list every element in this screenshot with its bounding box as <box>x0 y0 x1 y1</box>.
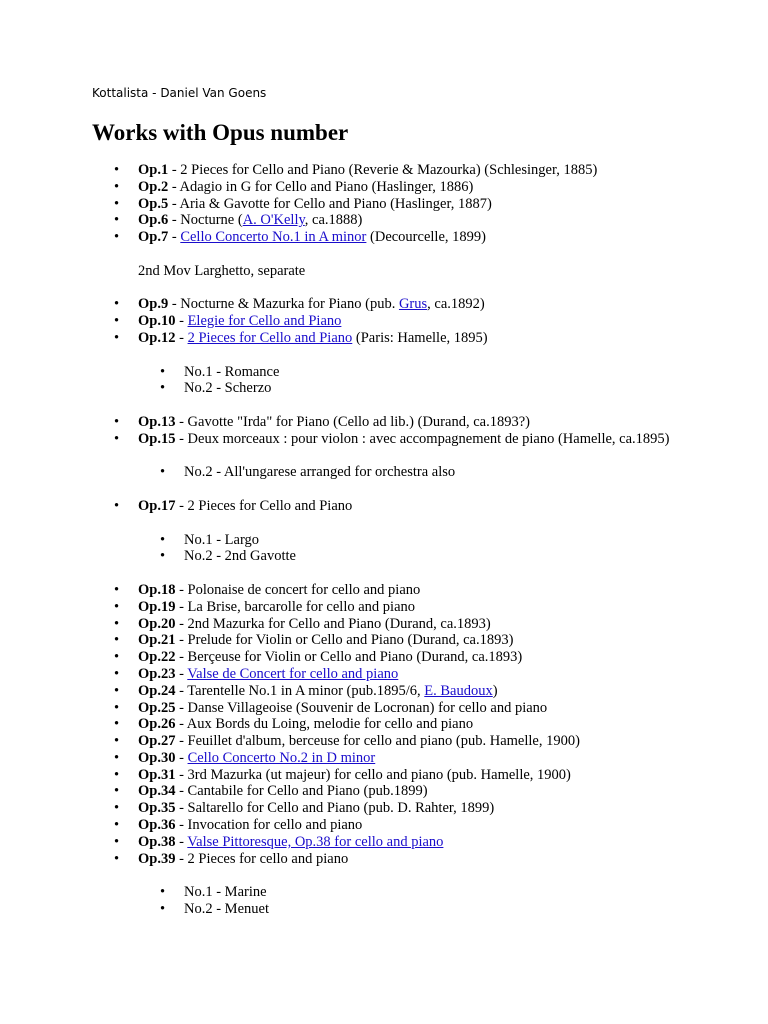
opus-number: Op.39 <box>138 850 176 867</box>
work-description: - Nocturne ( <box>168 212 243 229</box>
work-link[interactable]: Grus <box>398 296 428 313</box>
sublist-op39 <box>92 884 692 918</box>
opus-number: Op.35 <box>138 800 176 817</box>
opus-number: Op.23 <box>138 665 176 682</box>
sublist-op17 <box>92 532 692 566</box>
opus-number: Op.20 <box>138 615 176 632</box>
opus-number: Op.26 <box>138 716 176 733</box>
opus-list-item <box>92 683 692 700</box>
work-description: - Danse Villageoise (Souvenir de Locronan) for cello and piano <box>175 699 548 716</box>
work-description: - 2nd Mazurka for Cello and Piano (Durand, ca.1893) <box>175 615 491 632</box>
opus-list-item <box>92 296 692 313</box>
opus-list-item <box>92 800 692 817</box>
opus-list-item <box>92 666 692 683</box>
sub-piece-item: • No.2 - All'ungarese arranged for orchestra also <box>92 464 692 481</box>
document-header: Kottalista - Daniel Van Goens <box>92 86 267 100</box>
document-body <box>92 162 692 918</box>
opus-number: Op.17 <box>138 497 176 514</box>
opus-number: Op.12 <box>138 329 176 346</box>
work-link[interactable]: Cello Concerto No.1 in A minor <box>180 229 367 246</box>
opus-number: Op.38 <box>138 833 176 850</box>
opus-number: Op.15 <box>138 430 176 447</box>
opus-number: Op.13 <box>138 413 176 430</box>
work-description: - <box>175 665 188 682</box>
opus-number: Op.24 <box>138 682 176 699</box>
work-link[interactable]: Elegie for Cello and Piano <box>187 313 342 330</box>
work-description: - Aux Bords du Loing, melodie for cello and piano <box>175 716 474 733</box>
opus-list-item <box>92 330 692 347</box>
work-description: - Tarentelle No.1 in A minor (pub.1895/6, <box>175 682 425 699</box>
opus-list-item <box>92 162 692 179</box>
work-link[interactable]: E. Baudoux <box>424 682 493 699</box>
opus-list-item <box>92 750 692 767</box>
work-description-suffix: , ca.1888) <box>304 212 363 229</box>
opus-list-item <box>92 767 692 784</box>
work-link[interactable]: 2 Pieces for Cello and Piano <box>187 329 353 346</box>
opus-list-item <box>92 649 692 666</box>
opus-list-item <box>92 212 692 229</box>
opus-number: Op.30 <box>138 749 176 766</box>
opus-list-1 <box>92 162 692 246</box>
opus-list-item <box>92 700 692 717</box>
opus-list-item <box>92 414 692 431</box>
note-paragraph: 2nd Mov Larghetto, separate <box>138 262 306 279</box>
work-description: - Adagio in G for Cello and Piano (Haslinger, 1886) <box>168 178 474 195</box>
sub-piece-item: • No.1 - Largo <box>92 532 692 549</box>
work-description: - Nocturne & Mazurka for Piano (pub. <box>168 296 399 313</box>
opus-number: Op.9 <box>138 296 169 313</box>
opus-list-4 <box>92 498 692 515</box>
opus-number: Op.34 <box>138 783 176 800</box>
opus-number: Op.1 <box>138 162 169 178</box>
work-description: - <box>175 833 188 850</box>
opus-number: Op.7 <box>138 229 169 246</box>
work-description-suffix: (Paris: Hamelle, 1895) <box>352 329 488 346</box>
work-description: - 2 Pieces for Cello and Piano <box>175 497 353 514</box>
work-link[interactable]: Valse de Concert for cello and piano <box>187 665 399 682</box>
opus-list-item <box>92 632 692 649</box>
sub-piece-item: • No.2 - Menuet <box>92 901 692 918</box>
opus-number: Op.18 <box>138 581 176 598</box>
work-description: - 2 Pieces for Cello and Piano (Reverie & Mazourka) (Schlesinger, 1885) <box>168 162 598 178</box>
opus-list-item <box>92 179 692 196</box>
opus-list-item <box>92 817 692 834</box>
page-title: Works with Opus number <box>92 120 349 145</box>
opus-number: Op.22 <box>138 649 176 666</box>
opus-list-item <box>92 313 692 330</box>
sublist-op15 <box>92 464 692 481</box>
work-link[interactable]: Cello Concerto No.2 in D minor <box>187 749 376 766</box>
work-description: - Prelude for Violin or Cello and Piano (Durand, ca.1893) <box>175 632 514 649</box>
work-description: - <box>168 229 181 246</box>
opus-number: Op.27 <box>138 733 176 750</box>
work-description: - Saltarello for Cello and Piano (pub. D. Rahter, 1899) <box>175 800 495 817</box>
work-description: - Feuillet d'album, berceuse for cello and piano (pub. Hamelle, 1900) <box>175 733 580 750</box>
sub-piece-item: • No.2 - 2nd Gavotte <box>92 548 692 565</box>
work-description-suffix: ) <box>492 682 498 699</box>
opus-list-item <box>92 616 692 633</box>
work-description: - Invocation for cello and piano <box>175 817 363 834</box>
opus-list-item <box>92 599 692 616</box>
opus-number: Op.36 <box>138 817 176 834</box>
work-description: - 2 Pieces for cello and piano <box>175 850 349 867</box>
opus-list-item <box>92 733 692 750</box>
work-description: - Gavotte "Irda" for Piano (Cello ad lib.) (Durand, ca.1893?) <box>175 413 530 430</box>
opus-list-item <box>92 498 692 515</box>
opus-number: Op.25 <box>138 699 176 716</box>
opus-number: Op.2 <box>138 178 169 195</box>
opus-list-item <box>92 834 692 851</box>
opus-number: Op.31 <box>138 766 176 783</box>
work-link[interactable]: A. O'Kelly <box>242 212 305 229</box>
sub-piece-item: • No.1 - Marine <box>92 884 692 901</box>
work-description: - <box>175 329 188 346</box>
opus-list-item <box>92 196 692 213</box>
opus-list-item <box>92 783 692 800</box>
sublist-op12 <box>92 364 692 398</box>
opus-list-item <box>92 716 692 733</box>
opus-number: Op.10 <box>138 313 176 330</box>
opus-list-2 <box>92 296 692 346</box>
opus-number: Op.6 <box>138 212 169 229</box>
sub-piece-item: • No.1 - Romance <box>92 364 692 381</box>
work-description-suffix: (Decourcelle, 1899) <box>366 229 486 246</box>
work-link[interactable]: Valse Pittoresque, Op.38 for cello and piano <box>187 833 444 850</box>
work-description: - Cantabile for Cello and Piano (pub.1899) <box>175 783 428 800</box>
opus-list-item <box>92 851 692 868</box>
opus-number: Op.19 <box>138 598 176 615</box>
work-description: - Aria & Gavotte for Cello and Piano (Haslinger, 1887) <box>168 195 492 212</box>
work-description: - <box>175 749 188 766</box>
opus-list-item <box>92 229 692 246</box>
opus-number: Op.21 <box>138 632 176 649</box>
opus-list-3 <box>92 414 692 448</box>
work-description: - 3rd Mazurka (ut majeur) for cello and piano (pub. Hamelle, 1900) <box>175 766 571 783</box>
opus-list-item <box>92 582 692 599</box>
work-description: - Polonaise de concert for cello and piano <box>175 581 421 598</box>
opus-number: Op.5 <box>138 195 169 212</box>
sub-piece-item: • No.2 - Scherzo <box>92 380 692 397</box>
work-description: - <box>175 313 188 330</box>
work-description: - La Brise, barcarolle for cello and piano <box>175 598 416 615</box>
work-description: - Deux morceaux : pour violon : avec accompagnement de piano (Hamelle, ca.1895) <box>175 430 670 447</box>
opus-list-item <box>92 431 692 448</box>
opus-list-5 <box>92 582 692 868</box>
work-description-suffix: , ca.1892) <box>427 296 485 313</box>
work-description: - Berçeuse for Violin or Cello and Piano (Durand, ca.1893) <box>175 649 523 666</box>
